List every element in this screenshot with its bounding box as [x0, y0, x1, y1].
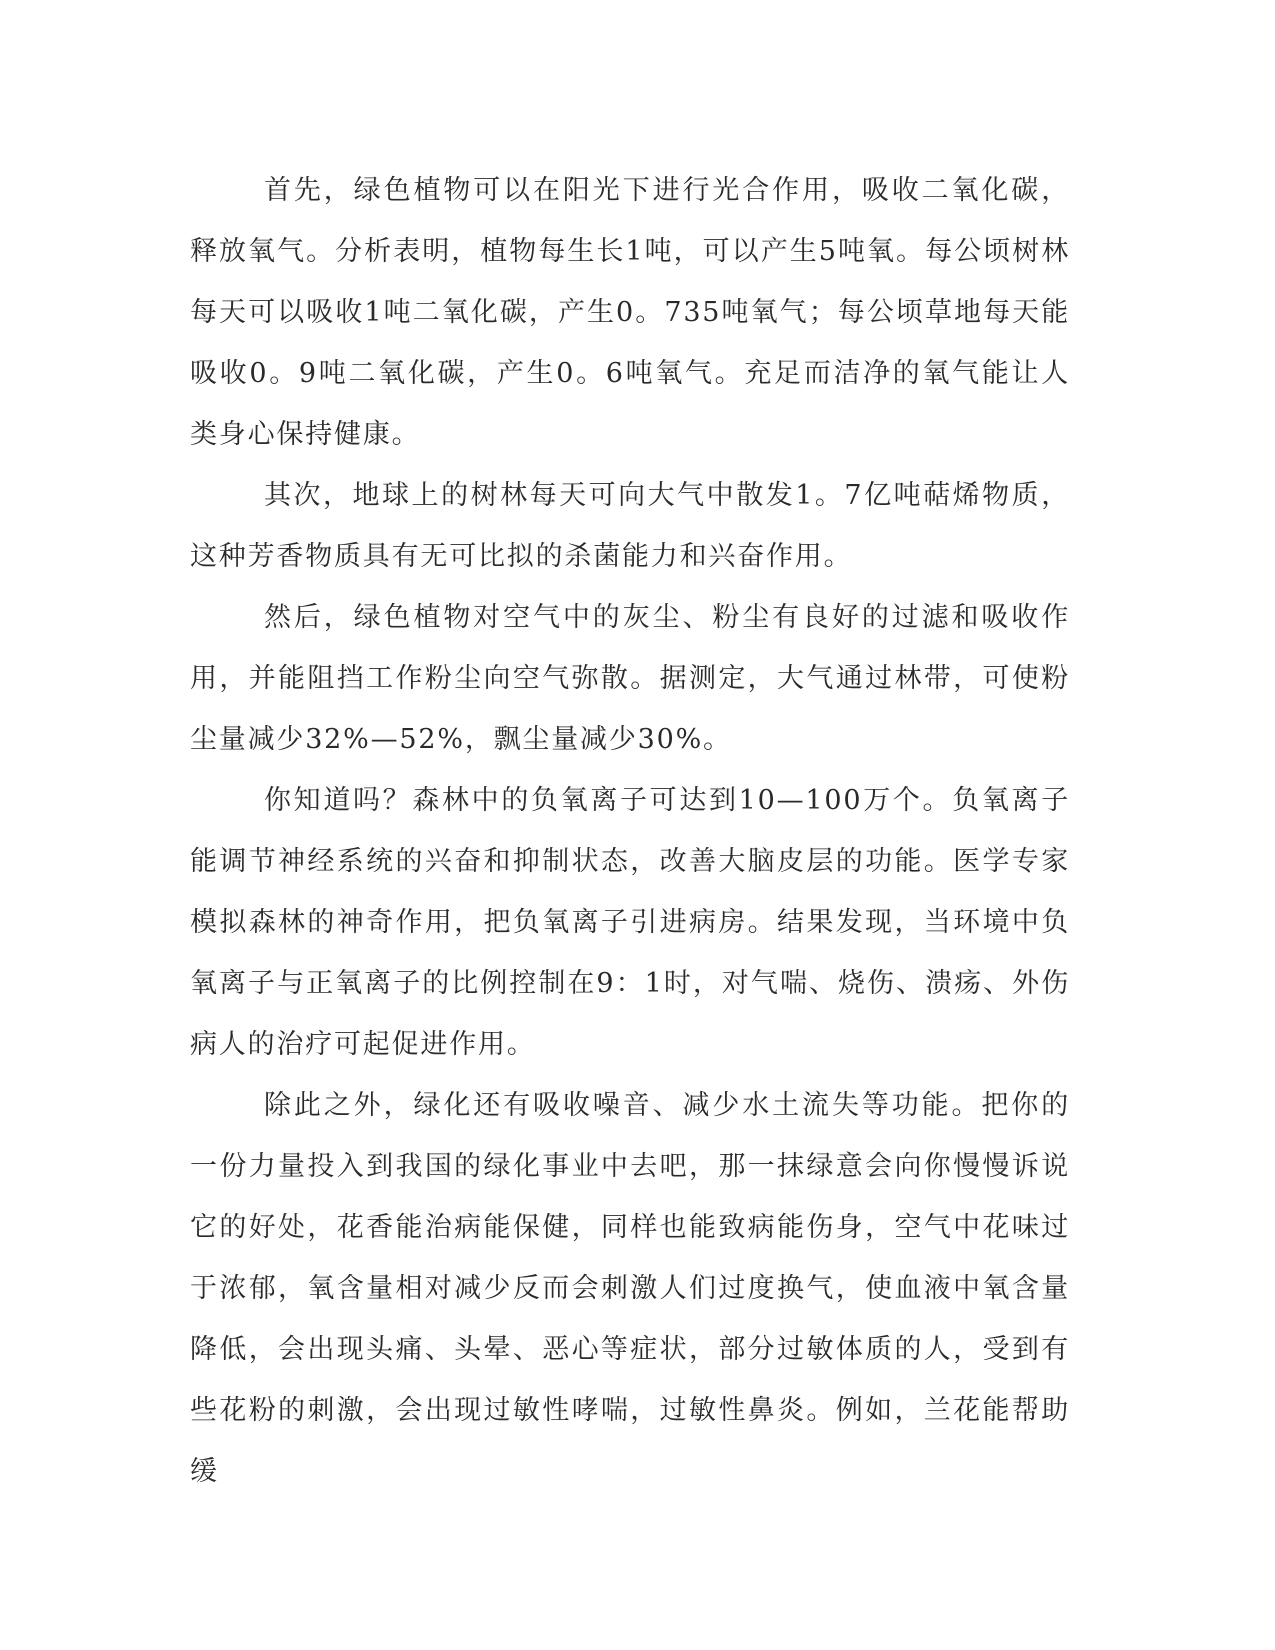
paragraph-dust-filtering: 然后，绿色植物对空气中的灰尘、粉尘有良好的过滤和吸收作用，并能阻挡工作粉尘向空气弥散。据测定，大气通过林带，可使粉尘量减少32%—52%，飘尘量减少30%。 — [190, 602, 1070, 755]
paragraph-negative-ions: 你知道吗？森林中的负氧离子可达到10—100万个。负氧离子能调节神经系统的兴奋和抑制状态，改善大脑皮层的功能。医学专家模拟森林的神奇作用，把负氧离子引进病房。结果发现，当环境中负氧离子与正氧离子的比例控制在9：1时，对气喘、烧伤、溃疡、外伤病人的治疗可起促进作用。 — [190, 785, 1070, 1060]
paragraph-photosynthesis: 首先，绿色植物可以在阳光下进行光合作用，吸收二氧化碳，释放氧气。分析表明，植物每生长1吨，可以产生5吨氧。每公顷树林每天可以吸收1吨二氧化碳，产生0。735吨氧气；每公顷草地每天能吸收0。9吨二氧化碳，产生0。6吨氧气。充足而洁净的氧气能让人类身心保持健康。 — [190, 175, 1070, 450]
body-text — [190, 160, 1070, 1502]
paragraph-terpenes: 其次，地球上的树林每天可向大气中散发1。7亿吨萜烯物质，这种芳香物质具有无可比拟的杀菌能力和兴奋作用。 — [190, 480, 1070, 572]
paragraph-other-functions: 除此之外，绿化还有吸收噪音、减少水土流失等功能。把你的一份力量投入到我国的绿化事业中去吧，那一抹绿意会向你慢慢诉说它的好处，花香能治病能保健，同样也能致病能伤身，空气中花味过于浓郁，氧含量相对减少反而会刺激人们过度换气，使血液中氧含量降低，会出现头痛、头晕、恶心等症状，部分过敏体质的人，受到有些花粉的刺激，会出现过敏性哮喘，过敏性鼻炎。例如，兰花能帮助缓 — [190, 1090, 1070, 1487]
